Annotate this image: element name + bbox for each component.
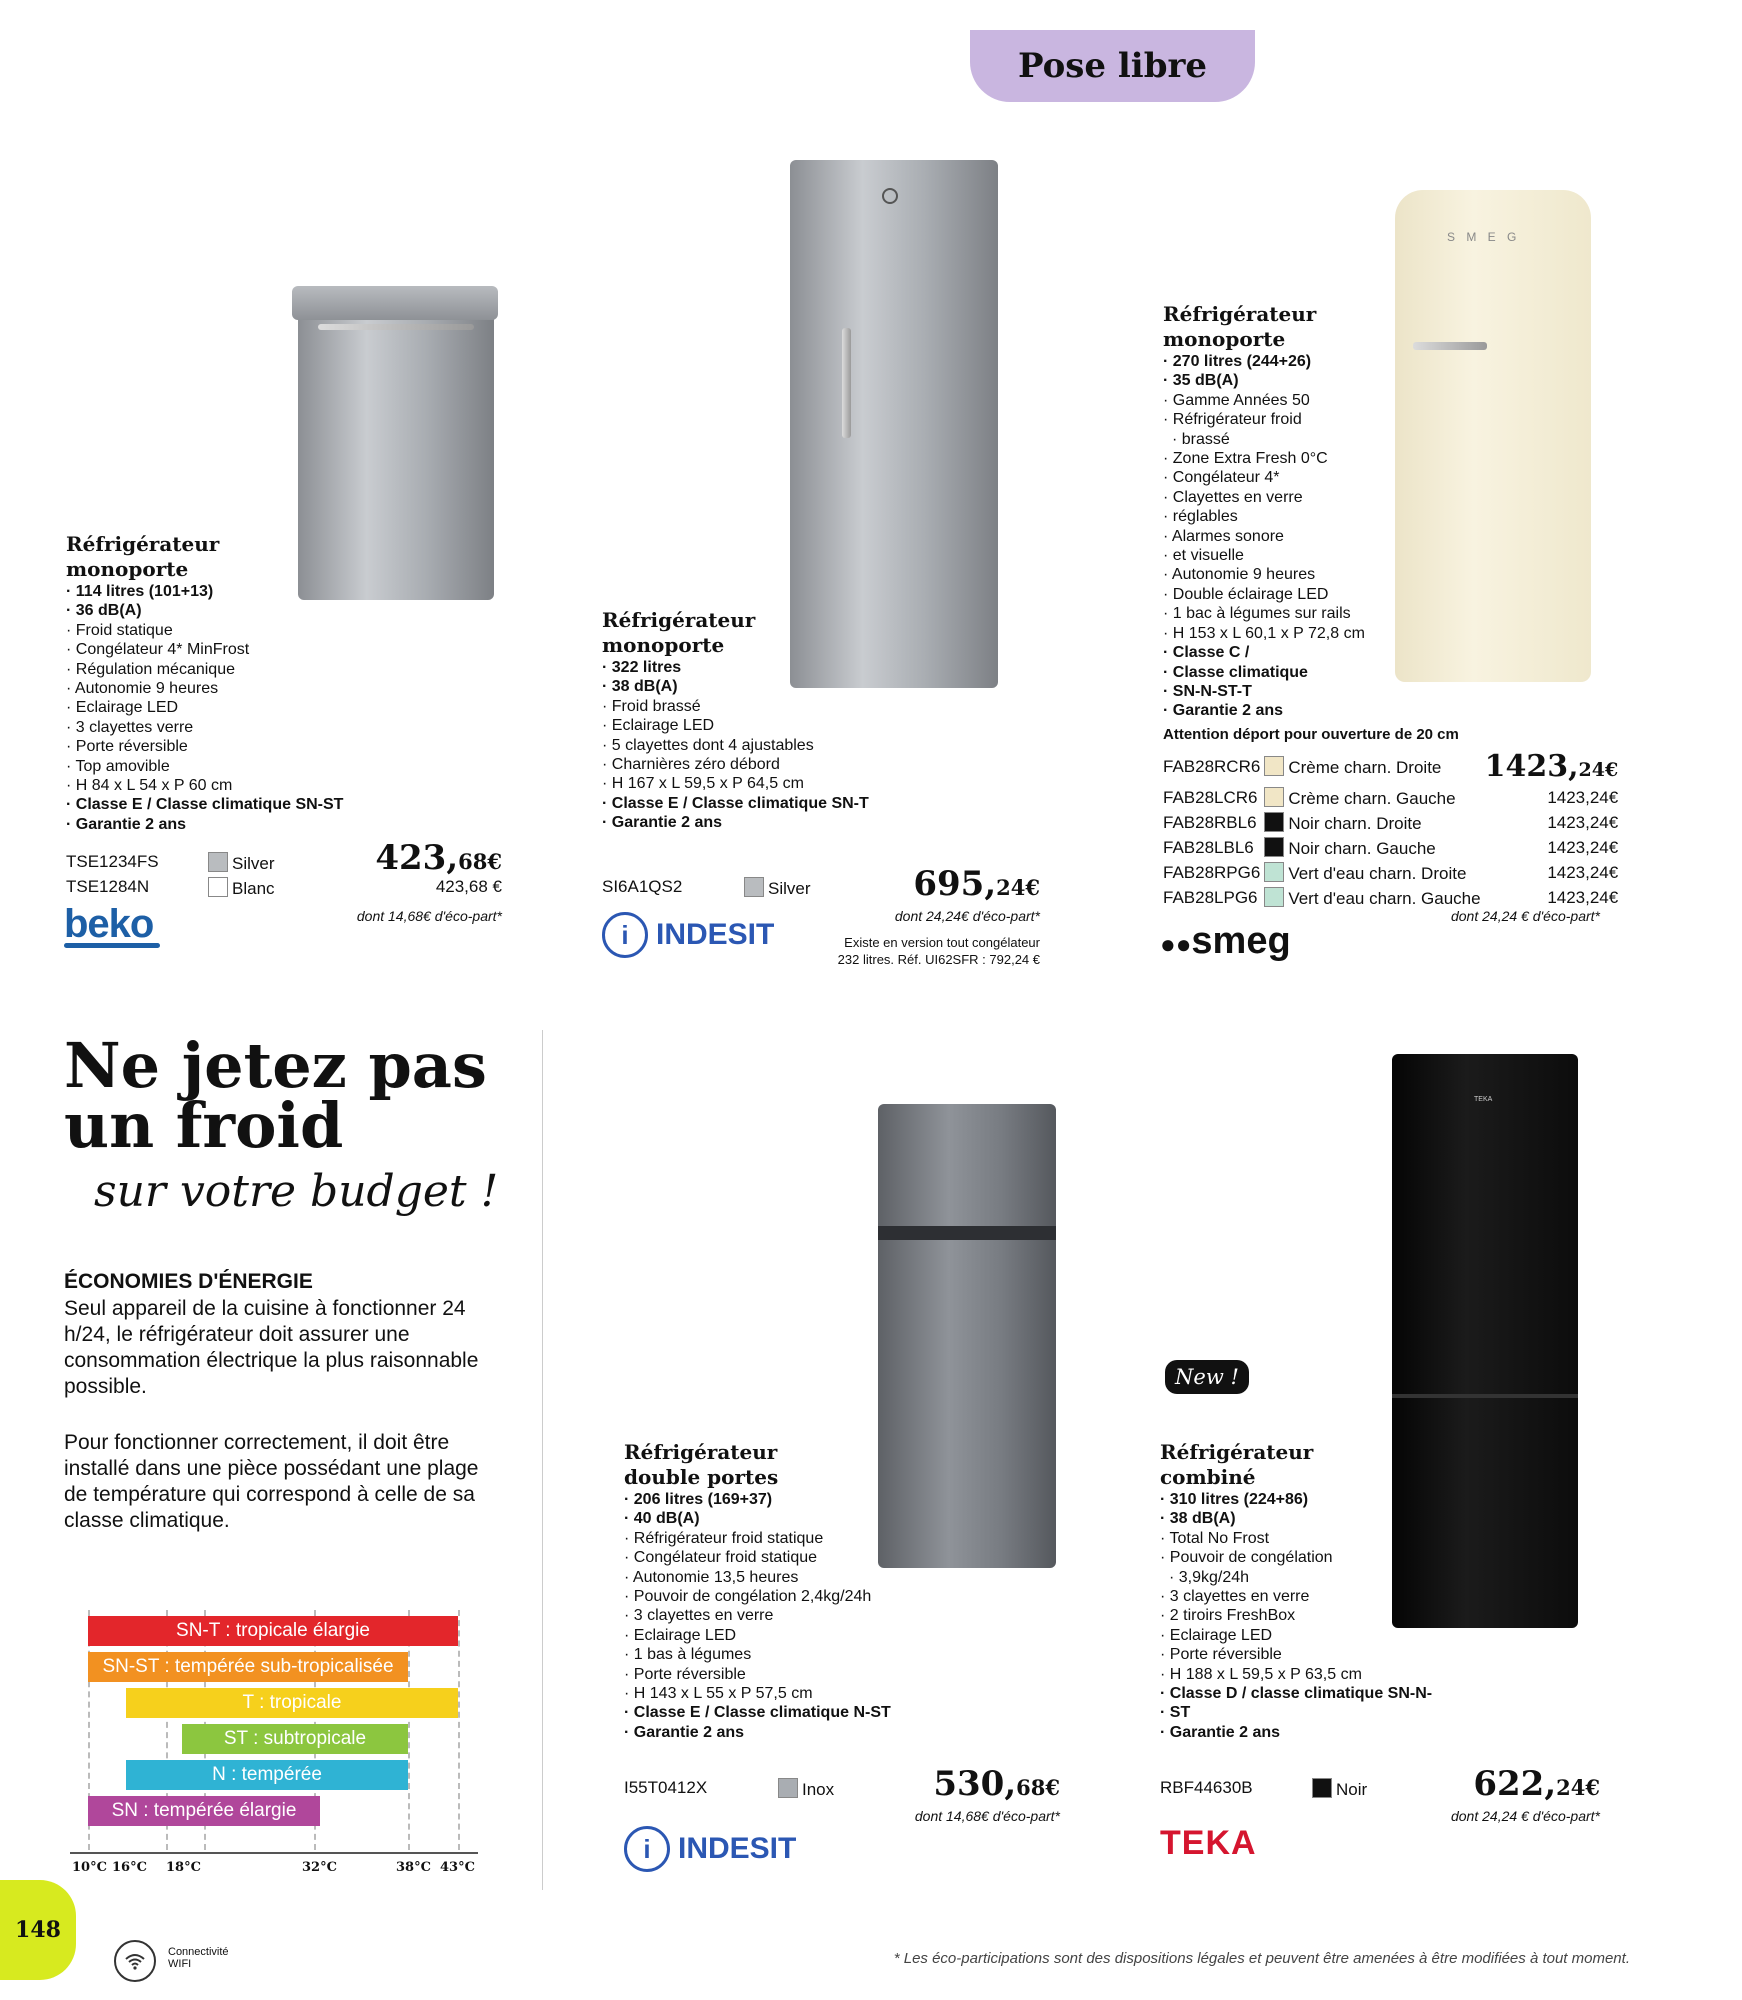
spec-item: · Garantie 2 ans: [1160, 1723, 1480, 1742]
smeg-logo: [1160, 920, 1291, 963]
price-main: 423,: [375, 838, 459, 878]
variant-code: FAB28RBL6: [1163, 813, 1257, 832]
beko-color-1: [208, 852, 275, 874]
teka-fridge-brand: TEKA: [1474, 1096, 1493, 1103]
tick-label: 38°C: [396, 1860, 431, 1875]
table-row: [1163, 811, 1622, 836]
beko-product-block: [66, 532, 406, 834]
indesit2-product-block: [624, 1440, 964, 1742]
spec-item: · H 143 x L 55 x P 57,5 cm: [624, 1684, 964, 1703]
spec-item: · Régulation mécanique: [66, 660, 406, 679]
teka-product-block: [1160, 1440, 1480, 1742]
color-label: Noir: [1336, 1780, 1368, 1799]
price-cents: 24€: [1556, 1775, 1600, 1800]
beko-logo: [64, 902, 160, 948]
beko-price-alt: 423,68 €: [435, 877, 502, 896]
indesit2-subtitle: double portes: [624, 1465, 779, 1489]
spec-item: · Porte réversible: [1160, 1645, 1480, 1664]
variant-price: 1423,24€: [1547, 888, 1619, 907]
smeg-dots-icon: ●●: [1160, 929, 1192, 959]
spec-item: · et visuelle: [1163, 546, 1403, 565]
spec-item: · 35 dB(A): [1163, 371, 1403, 390]
beko-logo-text: beko: [64, 902, 154, 946]
spec-item: · 1 bas à légumes: [624, 1645, 964, 1664]
spec-item: · Congélateur froid statique: [624, 1548, 964, 1567]
spec-item: · Classe climatique: [1163, 663, 1403, 682]
tick-label: 16°C: [112, 1860, 147, 1875]
indesit2-color: [778, 1778, 834, 1800]
spec-item: · Réfrigérateur froid: [1163, 410, 1403, 429]
variant-color: [1264, 748, 1484, 786]
tick-label: 32°C: [302, 1860, 337, 1875]
variant-color: [1264, 786, 1484, 811]
color-swatch: [1264, 787, 1284, 807]
spec-item: · Garantie 2 ans: [66, 815, 406, 834]
spec-item: · 3 clayettes en verre: [624, 1606, 964, 1625]
indesit1-specs: [602, 658, 942, 833]
variant-label: Vert d'eau charn. Gauche: [1288, 889, 1481, 908]
variant-label: Noir charn. Droite: [1288, 814, 1422, 833]
smeg-title: Réfrigérateur: [1163, 302, 1317, 326]
color-swatch: [208, 852, 228, 872]
spec-item: · Garantie 2 ans: [1163, 701, 1403, 720]
variant-label: Vert d'eau charn. Droite: [1288, 864, 1467, 883]
indesit2-eco-part: dont 14,68€ d'éco-part*: [914, 1808, 1060, 1824]
teka-price: [1420, 1764, 1600, 1804]
variant-price: 1423,24€: [1547, 788, 1619, 807]
spec-item: · H 167 x L 59,5 x P 64,5 cm: [602, 774, 942, 793]
spec-item: · Froid brassé: [602, 697, 942, 716]
spec-item: · Froid statique: [66, 621, 406, 640]
price-main: 695,: [913, 864, 997, 904]
spec-item: · 3,9kg/24h: [1160, 1568, 1480, 1587]
table-row: [1163, 836, 1622, 861]
indesit1-color: [744, 877, 811, 899]
energy-para-2: Pour fonctionner correctement, il doit être installé dans une pièce possédant une plage de température qui correspond à celle de sa classe climatique.: [64, 1431, 479, 1532]
spec-item: · Classe E / Classe climatique SN-T: [602, 794, 942, 813]
beko-ref-2: TSE1284N: [66, 877, 150, 896]
headline-script: sur votre budget !: [94, 1166, 499, 1217]
table-row: [1163, 748, 1622, 786]
color-swatch: [1264, 887, 1284, 907]
price-cents: 68€: [1016, 1775, 1060, 1800]
teka-logo: TEKA: [1160, 1824, 1257, 1862]
spec-item: · Porte réversible: [624, 1665, 964, 1684]
variant-price: [1485, 748, 1623, 786]
spec-item: · réglables: [1163, 507, 1403, 526]
note-line: Existe en version tout congélateur: [844, 935, 1040, 950]
color-swatch: [1264, 837, 1284, 857]
price-main: 1423,: [1484, 749, 1579, 784]
price-main: 530,: [933, 1764, 1017, 1804]
beko-eco-part: dont 14,68€ d'éco-part*: [356, 908, 502, 924]
spec-item: · Garantie 2 ans: [602, 813, 942, 832]
variant-color: [1264, 861, 1484, 886]
spec-item: · Porte réversible: [66, 737, 406, 756]
color-swatch: [744, 877, 764, 897]
beko-specs: [66, 582, 406, 834]
spec-item: · Autonomie 9 heures: [66, 679, 406, 698]
teka-ref: RBF44630B: [1160, 1778, 1253, 1797]
tick-label: 10°C: [72, 1860, 107, 1875]
smeg-subtitle: monoporte: [1163, 327, 1286, 351]
indesit1-ref: SI6A1QS2: [602, 877, 683, 896]
spec-item: · H 84 x L 54 x P 60 cm: [66, 776, 406, 795]
color-swatch: [208, 877, 228, 897]
indesit1-note: [760, 934, 1040, 968]
wifi-label-line: WIFI: [168, 1958, 192, 1970]
section-tab-label: Pose libre: [1017, 46, 1208, 86]
indesit1-product-block: [602, 608, 942, 833]
price-main: 622,: [1473, 1764, 1557, 1804]
climate-bar-st: ST : subtropicale: [182, 1724, 408, 1754]
indesit1-subtitle: monoporte: [602, 633, 725, 657]
indesit-i-icon: i: [602, 912, 648, 958]
headline-line-1: Ne jetez pas: [64, 1029, 487, 1102]
indesit1-title: Réfrigérateur: [602, 608, 756, 632]
spec-item: · Classe D / classe climatique SN-N-: [1160, 1684, 1480, 1703]
spec-item: · Classe E / Classe climatique N-ST: [624, 1703, 964, 1722]
smeg-variants-table: [1163, 748, 1622, 911]
spec-item: · Eclairage LED: [602, 716, 942, 735]
smeg-logo-text: smeg: [1191, 920, 1291, 962]
spec-item: · 38 dB(A): [1160, 1509, 1480, 1528]
vertical-divider: [542, 1030, 543, 1890]
spec-item: · 270 litres (244+26): [1163, 352, 1403, 371]
price-cents: 24€: [1578, 759, 1619, 781]
price-cents: 24€: [996, 875, 1040, 900]
note-line: 232 litres. Réf. UI62SFR : 792,24 €: [837, 952, 1040, 967]
spec-item: · Pouvoir de congélation 2,4kg/24h: [624, 1587, 964, 1606]
smeg-product-block: [1163, 302, 1403, 721]
wifi-label-line: Connectivité: [168, 1946, 229, 1958]
spec-item: · 310 litres (224+86): [1160, 1490, 1480, 1509]
tick-label: 43°C: [440, 1860, 475, 1875]
variant-price: 1423,24€: [1547, 813, 1619, 832]
spec-item: · Zone Extra Fresh 0°C: [1163, 449, 1403, 468]
variant-code: FAB28RPG6: [1163, 863, 1261, 882]
variant-price: 1423,24€: [1547, 838, 1619, 857]
spec-item: · H 188 x L 59,5 x P 63,5 cm: [1160, 1665, 1480, 1684]
spec-item: · ST: [1160, 1703, 1480, 1722]
table-row: [1163, 786, 1622, 811]
wifi-icon: [114, 1940, 156, 1982]
energy-para-1: Seul appareil de la cuisine à fonctionner 24 h/24, le réfrigérateur doit assurer une consommation électrique la plus raisonnable possible.: [64, 1297, 479, 1398]
indesit1-eco-part: dont 24,24€ d'éco-part*: [894, 908, 1040, 924]
spec-item: · Réfrigérateur froid statique: [624, 1529, 964, 1548]
color-label: Blanc: [232, 879, 275, 898]
climate-bar-n: N : tempérée: [126, 1760, 408, 1790]
indesit2-specs: [624, 1490, 964, 1742]
spec-item: · brassé: [1163, 430, 1403, 449]
spec-item: · 40 dB(A): [624, 1509, 964, 1528]
spec-item: · 114 litres (101+13): [66, 582, 406, 601]
indesit1-logo: [602, 912, 774, 958]
spec-item: · 5 clayettes dont 4 ajustables: [602, 736, 942, 755]
table-row: [1163, 861, 1622, 886]
spec-item: · Eclairage LED: [624, 1626, 964, 1645]
spec-item: · Eclairage LED: [1160, 1626, 1480, 1645]
spec-item: · Autonomie 9 heures: [1163, 565, 1403, 584]
climate-bar-snst: SN-ST : tempérée sub-tropicalisée: [88, 1652, 408, 1682]
beko-ref-1: TSE1234FS: [66, 852, 159, 871]
color-swatch: [1264, 756, 1284, 776]
indesit2-title: Réfrigérateur: [624, 1440, 778, 1464]
variant-label: Crème charn. Droite: [1288, 757, 1442, 777]
spec-item: · 2 tiroirs FreshBox: [1160, 1606, 1480, 1625]
spec-item: · 3 clayettes en verre: [1160, 1587, 1480, 1606]
smeg-specs: [1163, 352, 1403, 721]
smeg-attention: Attention déport pour ouverture de 20 cm: [1163, 726, 1459, 743]
tick-label: 18°C: [166, 1860, 201, 1875]
indesit-i-icon: i: [624, 1826, 670, 1872]
spec-item: · 3 clayettes verre: [66, 718, 406, 737]
indesit2-ref: I55T0412X: [624, 1778, 708, 1797]
spec-item: · Pouvoir de congélation: [1160, 1548, 1480, 1567]
variant-code: FAB28LBL6: [1163, 838, 1254, 857]
teka-subtitle: combiné: [1160, 1465, 1256, 1489]
footer-disclaimer: * Les éco-participations sont des dispositions légales et peuvent être amenées à être modifiées à tout moment.: [893, 1950, 1630, 1967]
new-badge: New !: [1165, 1360, 1249, 1394]
spec-item: · Total No Frost: [1160, 1529, 1480, 1548]
teka-color: [1312, 1778, 1367, 1800]
spec-item: · Double éclairage LED: [1163, 585, 1403, 604]
spec-item: · Gamme Années 50: [1163, 391, 1403, 410]
spec-item: · Classe E / Classe climatique SN-ST: [66, 795, 406, 814]
teka-specs: [1160, 1490, 1480, 1742]
headline-line-2: un froid: [64, 1089, 344, 1162]
climate-bar-snt: SN-T : tropicale élargie: [88, 1616, 458, 1646]
spec-item: · Congélateur 4*: [1163, 468, 1403, 487]
spec-item: · Alarmes sonore: [1163, 527, 1403, 546]
indesit-logo-text: INDESIT: [656, 918, 775, 951]
teka-title: Réfrigérateur: [1160, 1440, 1314, 1464]
spec-item: · Charnières zéro débord: [602, 755, 942, 774]
climate-bar-t: T : tropicale: [126, 1688, 458, 1718]
page-number-tab: [0, 1880, 76, 1980]
spec-item: · 36 dB(A): [66, 601, 406, 620]
spec-item: · 38 dB(A): [602, 677, 942, 696]
spec-item: · Clayettes en verre: [1163, 488, 1403, 507]
section-tab: [970, 30, 1255, 102]
smeg-fridge-brand: S M E G: [1447, 230, 1521, 244]
spec-item: · SN-N-ST-T: [1163, 682, 1403, 701]
spec-item: · Classe C /: [1163, 643, 1403, 662]
spec-item: · 1 bac à légumes sur rails: [1163, 604, 1403, 623]
climate-bar-sn: SN : tempérée élargie: [88, 1796, 320, 1826]
smeg-eco-part: dont 24,24 € d'éco-part*: [1450, 908, 1600, 924]
spec-item: · Top amovible: [66, 757, 406, 776]
indesit2-logo: [624, 1826, 796, 1872]
spec-item: · Garantie 2 ans: [624, 1723, 964, 1742]
beko-subtitle: monoporte: [66, 557, 189, 581]
variant-label: Crème charn. Gauche: [1288, 789, 1456, 808]
variant-code: FAB28LPG6: [1163, 888, 1258, 907]
variant-color: [1264, 836, 1484, 861]
wifi-label: [168, 1946, 229, 1970]
beko-price: [330, 838, 502, 878]
spec-item: · Congélateur 4* MinFrost: [66, 640, 406, 659]
spec-item: · 206 litres (169+37): [624, 1490, 964, 1509]
color-label: Silver: [768, 879, 811, 898]
smeg-fridge-image: [1395, 190, 1591, 682]
variant-code: FAB28RCR6: [1163, 756, 1261, 776]
indesit1-price: [860, 864, 1040, 904]
spec-item: · Autonomie 13,5 heures: [624, 1568, 964, 1587]
indesit2-price: [880, 1764, 1060, 1804]
color-swatch: [778, 1778, 798, 1798]
beko-title: Réfrigérateur: [66, 532, 220, 556]
teka-eco-part: dont 24,24 € d'éco-part*: [1450, 1808, 1600, 1824]
variant-label: Noir charn. Gauche: [1288, 839, 1436, 858]
color-swatch: [1264, 862, 1284, 882]
page-number: 148: [15, 1917, 61, 1943]
energy-section-title: ÉCONOMIES D'ÉNERGIE: [64, 1270, 313, 1293]
spec-item: · H 153 x L 60,1 x P 72,8 cm: [1163, 624, 1403, 643]
color-label: Silver: [232, 854, 275, 873]
indesit-logo-text: INDESIT: [678, 1832, 797, 1865]
variant-price: 1423,24€: [1547, 863, 1619, 882]
price-cents: 68€: [458, 849, 502, 874]
variant-color: [1264, 811, 1484, 836]
color-swatch: [1264, 812, 1284, 832]
color-swatch: [1312, 1778, 1332, 1798]
variant-code: FAB28LCR6: [1163, 788, 1258, 807]
spec-item: · Eclairage LED: [66, 698, 406, 717]
spec-item: · 322 litres: [602, 658, 942, 677]
color-label: Inox: [802, 1780, 835, 1799]
beko-color-2: [208, 877, 275, 899]
